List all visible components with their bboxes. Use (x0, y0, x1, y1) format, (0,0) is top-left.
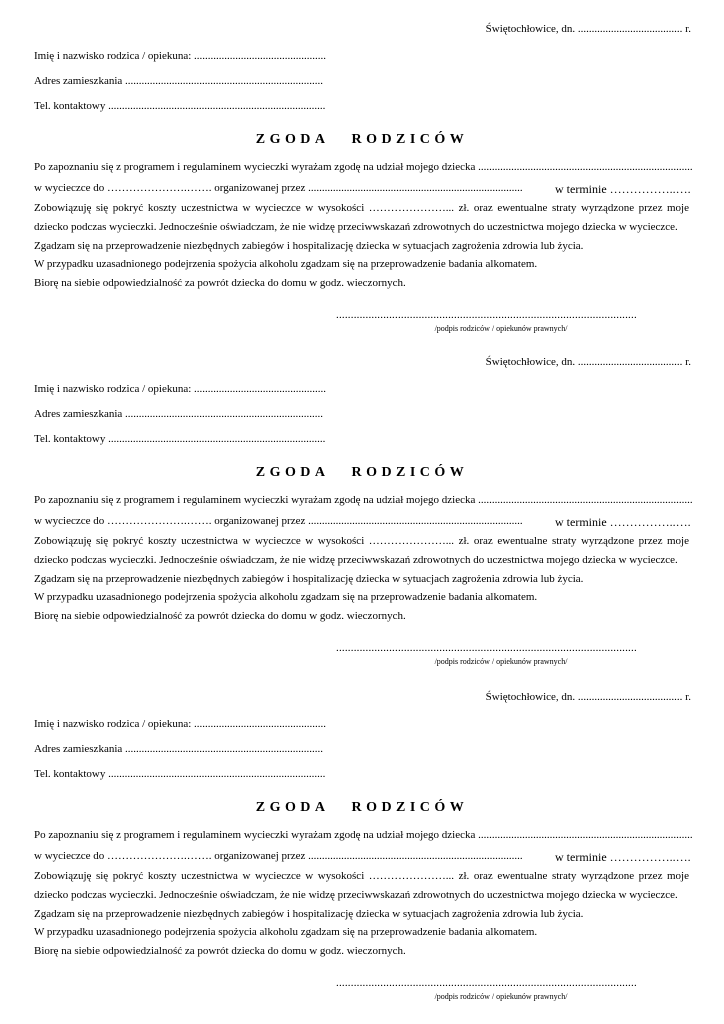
consent-line-4: dziecko podczas wycieczki. Jednocześnie oświadczam, że nie widzę przeciwwskazań zdrowotnych do uczestnictwa mojego dziecka w wycieczce. (34, 554, 678, 566)
consent-line-6: W przypadku uzasadnionego podejrzenia spożycia alkoholu zgadzam się na przeprowadzenie badania alkomatem. (34, 926, 538, 938)
signature-line: ...................................................................................................... (336, 642, 637, 654)
address-field: Adres zamieszkania ........................................................................ (34, 75, 324, 87)
signature-caption: /podpis rodziców / opiekunów prawnych/ (434, 324, 568, 333)
consent-line-3: Zobowiązuję się pokryć koszty uczestnictwa w wycieczce w wysokości …………………... zł. oraz ewentualne straty wyrządzone przez moje (34, 870, 689, 882)
trip-destination-organizer: w wycieczce do ………………….……. organizowanej przez .............................................................................. (34, 182, 523, 194)
trip-term: w terminie ……………..…. (555, 850, 691, 864)
consent-line-4: dziecko podczas wycieczki. Jednocześnie oświadczam, że nie widzę przeciwwskazań zdrowotnych do uczestnictwa mojego dziecka w wycieczce. (34, 889, 678, 901)
consent-line-7: Biorę na siebie odpowiedzialność za powrót dziecka do domu w godz. wieczornych. (34, 277, 406, 289)
trip-destination-organizer: w wycieczce do ………………….……. organizowanej przez .............................................................................. (34, 850, 523, 862)
consent-line-2 (34, 515, 689, 527)
consent-line-2 (34, 182, 689, 194)
consent-line-7: Biorę na siebie odpowiedzialność za powrót dziecka do domu w godz. wieczornych. (34, 945, 406, 957)
consent-line-2 (34, 850, 689, 862)
form-title (0, 800, 724, 816)
parent-name-field: Imię i nazwisko rodzica / opiekuna: ................................................ (34, 383, 327, 395)
phone-field: Tel. kontaktowy ............................................................................... (34, 100, 326, 112)
title-word-1: ZGODA (255, 132, 330, 147)
consent-line-6: W przypadku uzasadnionego podejrzenia spożycia alkoholu zgadzam się na przeprowadzenie badania alkomatem. (34, 258, 538, 270)
title-word-1: ZGODA (255, 800, 330, 815)
consent-line-3: Zobowiązuję się pokryć koszty uczestnictwa w wycieczce w wysokości …………………... zł. oraz ewentualne straty wyrządzone przez moje (34, 202, 689, 214)
signature-caption: /podpis rodziców / opiekunów prawnych/ (434, 657, 568, 666)
parent-name-field: Imię i nazwisko rodzica / opiekuna: ................................................ (34, 50, 327, 62)
consent-line-1: Po zapoznaniu się z programem i regulaminem wycieczki wyrażam zgodę na udział mojego dziecka .............................................................................. (34, 494, 693, 506)
form-title (0, 465, 724, 481)
address-field: Adres zamieszkania ........................................................................ (34, 408, 324, 420)
phone-field: Tel. kontaktowy ............................................................................... (34, 433, 326, 445)
signature-line: ...................................................................................................... (336, 309, 637, 321)
consent-line-5: Zgadzam się na przeprowadzenie niezbędnych zabiegów i hospitalizację dziecka w sytuacjach zagrożenia zdrowia lub życia. (34, 240, 584, 252)
title-word-2: RODZICÓW (351, 800, 469, 815)
consent-line-1: Po zapoznaniu się z programem i regulaminem wycieczki wyrażam zgodę na udział mojego dziecka .............................................................................. (34, 829, 693, 841)
signature-caption: /podpis rodziców / opiekunów prawnych/ (434, 992, 568, 1001)
consent-line-5: Zgadzam się na przeprowadzenie niezbędnych zabiegów i hospitalizację dziecka w sytuacjach zagrożenia zdrowia lub życia. (34, 908, 584, 920)
consent-line-7: Biorę na siebie odpowiedzialność za powrót dziecka do domu w godz. wieczornych. (34, 610, 406, 622)
consent-line-3: Zobowiązuję się pokryć koszty uczestnictwa w wycieczce w wysokości …………………... zł. oraz ewentualne straty wyrządzone przez moje (34, 535, 689, 547)
consent-line-4: dziecko podczas wycieczki. Jednocześnie oświadczam, że nie widzę przeciwwskazań zdrowotnych do uczestnictwa mojego dziecka w wycieczce. (34, 221, 678, 233)
consent-line-5: Zgadzam się na przeprowadzenie niezbędnych zabiegów i hospitalizację dziecka w sytuacjach zagrożenia zdrowia lub życia. (34, 573, 584, 585)
trip-destination-organizer: w wycieczce do ………………….……. organizowanej przez .............................................................................. (34, 515, 523, 527)
trip-term: w terminie ……………..…. (555, 515, 691, 529)
title-word-1: ZGODA (255, 465, 330, 480)
title-word-2: RODZICÓW (351, 465, 469, 480)
consent-form-2 (0, 333, 724, 666)
phone-field: Tel. kontaktowy ............................................................................... (34, 768, 326, 780)
trip-term: w terminie ……………..…. (555, 182, 691, 196)
place-date-line: Świętochłowice, dn. ...................................... r. (485, 356, 691, 368)
consent-form-3 (0, 668, 724, 1001)
signature-line: ...................................................................................................... (336, 977, 637, 989)
parent-name-field: Imię i nazwisko rodzica / opiekuna: ................................................ (34, 718, 327, 730)
place-date-line: Świętochłowice, dn. ...................................... r. (485, 691, 691, 703)
place-date-line: Świętochłowice, dn. ...................................... r. (485, 23, 691, 35)
form-title (0, 132, 724, 148)
title-word-2: RODZICÓW (351, 132, 469, 147)
address-field: Adres zamieszkania ........................................................................ (34, 743, 324, 755)
consent-line-6: W przypadku uzasadnionego podejrzenia spożycia alkoholu zgadzam się na przeprowadzenie badania alkomatem. (34, 591, 538, 603)
consent-form-1 (0, 0, 724, 333)
consent-line-1: Po zapoznaniu się z programem i regulaminem wycieczki wyrażam zgodę na udział mojego dziecka .............................................................................. (34, 161, 693, 173)
